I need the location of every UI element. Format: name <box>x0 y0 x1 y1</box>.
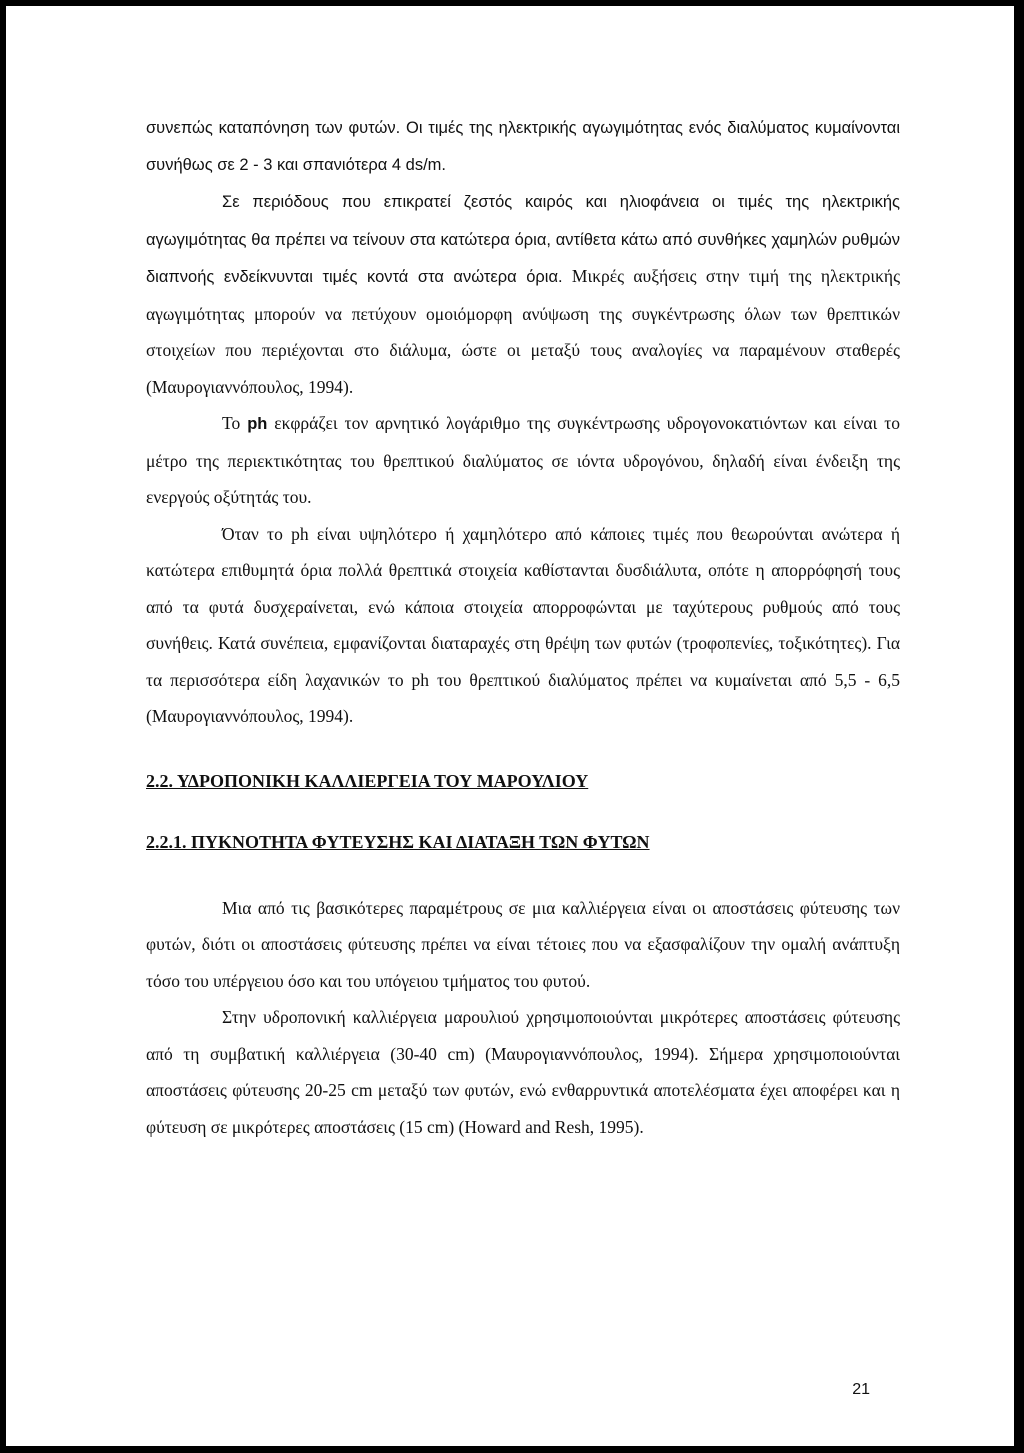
paragraph-text-sans: Σε περιόδους που επικρατεί ζεστός καιρός και ηλιοφάνεια οι τιμές της ηλεκτρικής αγωγιμότητας θα πρέπει να τείνουν στα κατώτερα όρια, αντίθετα κάτω από συνθήκες χαμηλών ρυθμών διαπνοής ενδείκνυνται τιμές κοντά στα ανώτερα όρια. <box>146 193 900 286</box>
paragraph-planting-distances: Μια από τις βασικότερες παραμέτρους σε μια καλλιέργεια είναι οι αποστάσεις φύτευσης των φυτών, διότι οι αποστάσεις φύτευσης πρέπει να είναι τέτοιες που να εξασφαλίζουν την ομαλή ανάπτυξη τόσο του υπέργειου όσο και του υπόγειου τμήματος του φυτού. <box>146 897 900 991</box>
paragraph-text-serif: Μικρές αυξήσεις στην τιμή της ηλεκτρικής αγωγιμότητας μπορούν να πετύχουν ομοιόμορφη ανύψωση της συγκέντρωσης όλων των θρεπτικών στοιχείων που περιέχονται στο διάλυμα, ώστε οι μεταξύ τους αναλογίες να παραμένουν σταθερές (Μαυρογιαννόπουλος, 1994). <box>146 266 901 397</box>
document-page <box>6 6 1014 1446</box>
paragraph-conductivity-seasons <box>146 183 900 405</box>
ph-text-start: Το <box>222 413 248 433</box>
ph-text-end: εκφράζει τον αρνητικό λογάριθμο της συγκέντρωσης υδρογονοκατιόντων και είναι το μέτρο της περιεκτικότητας του θρεπτικού διαλύματος σε ιόντα υδρογόνου, δηλαδή είναι ένδειξη της ενεργούς οξύτητάς του. <box>146 413 900 507</box>
page-number: 21 <box>852 1381 870 1398</box>
paragraph-text-continued: Κατά συνέπεια, εμφανίζονται διαταραχές στη θρέψη των φυτών (τροφοπενίες, τοξικότητες). Για τα περισσότερα είδη λαχανικών το ph του θρεπτικού διαλύματος πρέπει να κυμαίνεται από 5,5 - 6,5 (Μαυρογιαννόπουλος, 1994). <box>146 633 900 726</box>
paragraph-ph-limits <box>146 516 900 735</box>
paragraph-text: Όταν το ph είναι υψηλότερο ή χαμηλότερο από κάποιες τιμές που θεωρούνται ανώτερα ή κατώτερα επιθυμητά όρια πολλά θρεπτικά στοιχεία καθίστανται δυσδιάλυτα, οπότε η απορρόφησή τους από τα φυτά δυσχεραίνεται, ενώ κάποια στοιχεία απορροφώνται με ταχύτερους ρυθμούς από τους συνήθεις. <box>146 523 900 653</box>
paragraph-ph-definition <box>146 405 900 516</box>
section-heading-2-2: 2.2. ΥΔΡΟΠΟΝΙΚΗ ΚΑΛΛΙΕΡΓΕΙΑ ΤΟΥ ΜΑΡΟΥΛΙΟΥ <box>146 770 589 791</box>
ph-term: ph <box>247 415 268 433</box>
paragraph-hydroponic-distances: Στην υδροπονική καλλιέργεια μαρουλιού χρησιμοποιούνται μικρότερες αποστάσεις φύτευσης από τη συμβατική καλλιέργεια (30-40 cm) (Μαυρογιαννόπουλος, 1994). Σήμερα χρησιμοποιούνται αποστάσεις φύτευσης 20-25 cm μεταξύ των φυτών, ενώ ενθαρρυντικά αποτελέσματα έχει αποφέρει και η φύτευση σε μικρότερες αποστάσεις (15 cm) (Howard and Resh, 1995). <box>146 1007 900 1137</box>
page-body <box>146 110 900 1145</box>
paragraph-conductivity-values: συνεπώς καταπόνηση των φυτών. Οι τιμές της ηλεκτρικής αγωγιμότητας ενός διαλύματος κυμαίνονται συνήθως σε 2 - 3 και σπανιότερα 4 ds/m. <box>146 119 900 174</box>
section-heading-2-2-1: 2.2.1. ΠΥΚΝΟΤΗΤΑ ΦΥΤΕΥΣΗΣ ΚΑΙ ΔΙΑΤΑΞΗ ΤΩΝ ΦΥΤΩΝ <box>146 832 650 852</box>
